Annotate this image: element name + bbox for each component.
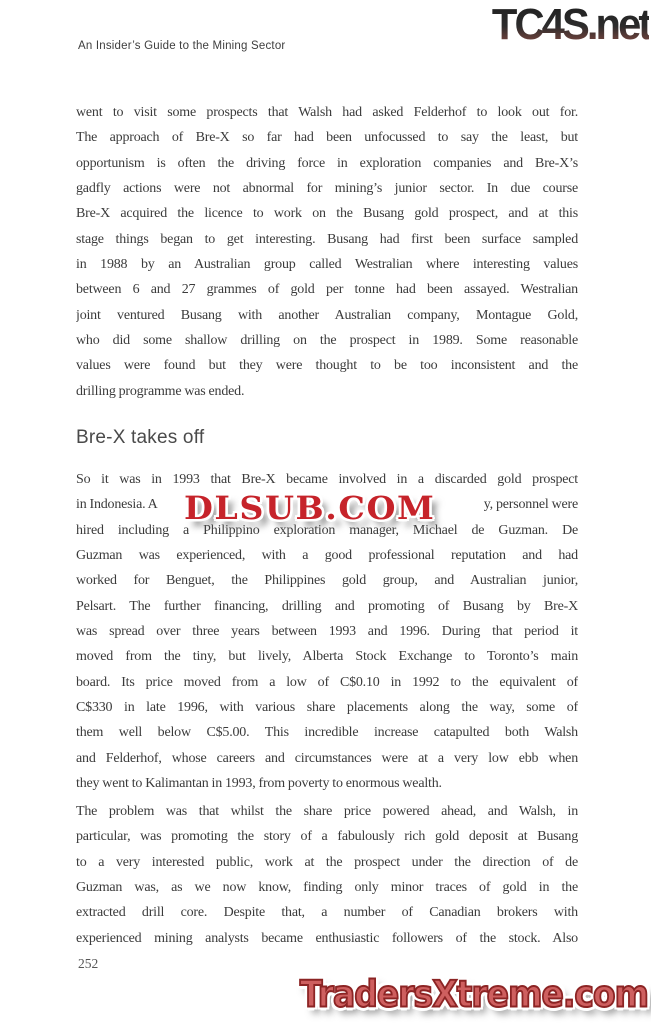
text-line: The problem was that whilst the share price powered ahead, and Walsh, in (76, 804, 578, 819)
dlsub-watermark-logo: DLSUB.COM (184, 489, 436, 527)
text-line: Pelsart. The further financing, drilling and promoting of Busang by Bre-X (76, 598, 578, 614)
text-line: hired including a Philippino exploration manager, Michael de Guzman. De (76, 522, 578, 538)
text-line: values were found but they were thought to be too inconsistent and the (76, 358, 578, 374)
text-line: went to visit some prospects that Walsh had asked Felderhof to look out for. (76, 105, 578, 120)
text-line: to a very interested public, work at the prospect under the direction of de (76, 854, 578, 870)
text-line: So it was in 1993 that Bre-X became involved in a discarded gold prospect (76, 472, 578, 487)
section-heading: Bre-X takes off (76, 427, 205, 448)
text-line: moved from the tiny, but lively, Alberta Stock Exchange to Toronto’s main (76, 649, 578, 665)
tc4s-watermark-logo: TC4S.net (491, 0, 649, 49)
paragraph-3 (76, 799, 578, 951)
text-line: board. Its price moved from a low of C$0.10 in 1992 to the equivalent of (76, 674, 578, 690)
text-line: The approach of Bre-X so far had been unfocussed to say the least, but (76, 130, 578, 146)
obscured-line-right-fragment: y, personnel were (483, 497, 578, 513)
text-line: and Felderhof, whose careers and circumstances were at a very low ebb when (76, 750, 578, 766)
text-line: Guzman was, as we now know, finding only minor traces of gold in the (76, 880, 578, 896)
text-line: extracted drill core. Despite that, a number of Canadian brokers with (76, 905, 578, 921)
text-line: opportunism is often the driving force in exploration companies and Bre-X’s (76, 155, 578, 171)
text-line: worked for Benguet, the Philippines gold group, and Australian junior, (76, 573, 578, 589)
page-number: 252 (78, 956, 99, 971)
text-line: was spread over three years between 1993 and 1996. During that period it (76, 624, 578, 640)
text-line: stage things began to get interesting. Busang had first been surface sampled (76, 231, 578, 247)
text-line: Guzman was experienced, with a good professional reputation and had (76, 548, 578, 564)
text-line: who did some shallow drilling on the prospect in 1989. Some reasonable (76, 333, 578, 349)
text-line: they went to Kalimantan in 1993, from poverty to enormous wealth. (76, 776, 442, 792)
text-line: between 6 and 27 grammes of gold per tonne had been assayed. Westralian (76, 282, 578, 298)
tradersxtreme-watermark-logo: TradersXtreme.com (299, 972, 648, 1016)
text-line: drilling programme was ended. (76, 383, 245, 399)
running-header-title: An Insider’s Guide to the Mining Sector (78, 40, 286, 52)
text-line: experienced mining analysts became enthusiastic followers of the stock. Also (76, 930, 578, 946)
text-line: joint ventured Busang with another Australian company, Montague Gold, (76, 307, 578, 323)
paragraph-1 (76, 100, 578, 404)
text-line: C$330 in late 1996, with various share placements along the way, some of (76, 700, 578, 716)
text-line: them well below C$5.00. This incredible increase catapulted both Walsh (76, 725, 578, 741)
paragraph-2-rest (76, 518, 578, 797)
obscured-line-left-fragment: in Indonesia. A (76, 497, 158, 513)
text-line: gadfly actions were not abnormal for mining’s junior sector. In due course (76, 181, 578, 197)
text-line: particular, was promoting the story of a fabulously rich gold deposit at Busang (76, 829, 578, 845)
text-line: in 1988 by an Australian group called Westralian where interesting values (76, 257, 578, 273)
text-line: Bre-X acquired the licence to work on the Busang gold prospect, and at this (76, 206, 578, 222)
